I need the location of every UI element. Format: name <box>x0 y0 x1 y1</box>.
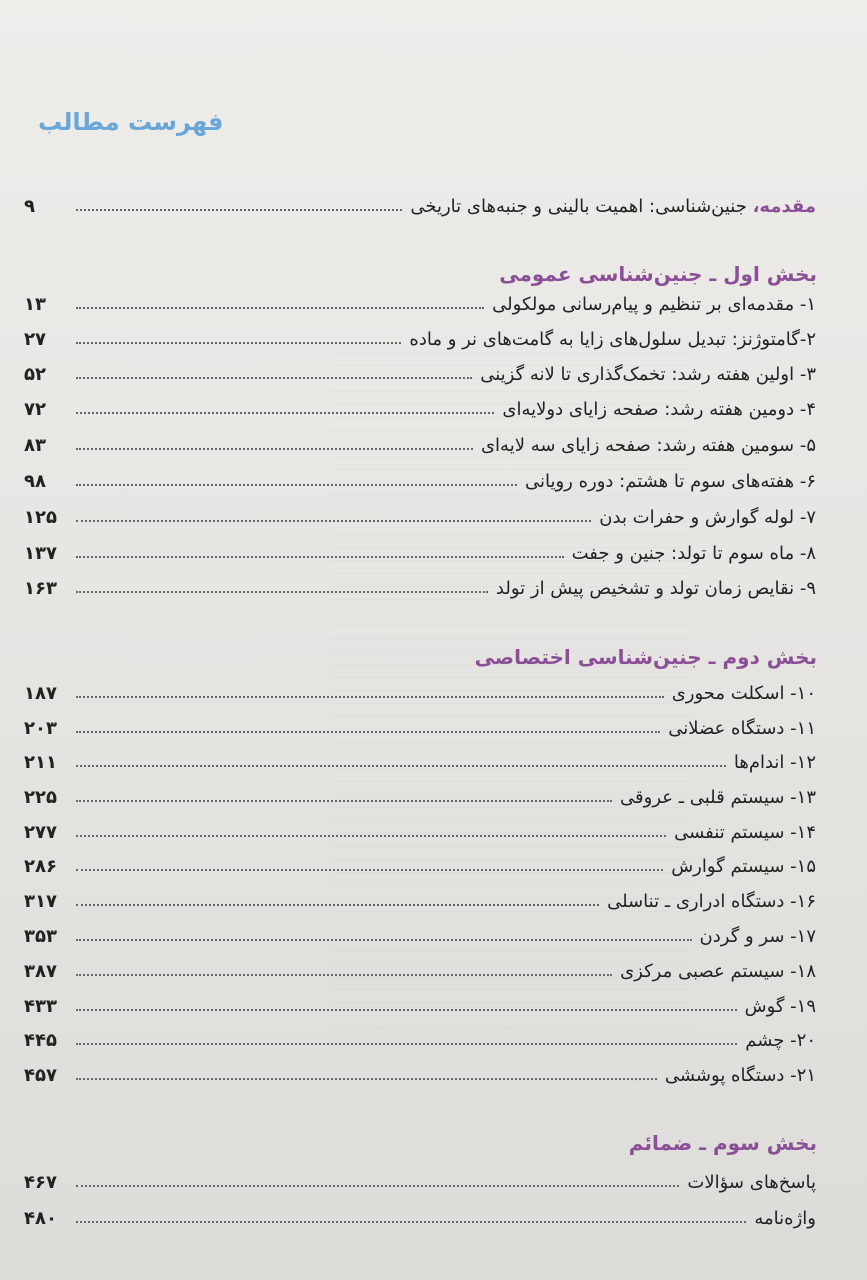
entry-label: ۱۱- دستگاه عضلانی <box>668 718 816 740</box>
entry-label: ۱۷- سر و گردن <box>699 926 816 948</box>
leader-dots <box>76 448 473 450</box>
page-number: ۳۸۷ <box>24 961 57 983</box>
page-number: ۴۶۷ <box>24 1172 57 1194</box>
toc-entry-2-8 <box>24 918 816 948</box>
leader-dots <box>76 342 401 344</box>
entry-label: پاسخ‌های سؤالات <box>687 1172 816 1194</box>
intro-prefix: مقدمه، <box>752 196 816 218</box>
entry-label: ۱۰- اسکلت محوری <box>671 683 816 705</box>
toc-entry-2-7 <box>24 883 816 913</box>
toc-entry-2-2 <box>24 710 816 740</box>
entry-label: ۶- هفته‌های سوم تا هشتم: دوره رویانی <box>524 471 816 493</box>
page-number: ۲۸۶ <box>24 856 57 878</box>
entry-label: ۱۸- سیستم عصبی مرکزی <box>620 961 816 983</box>
page-number: ۹۸ <box>24 471 46 493</box>
page-number: ۱۲۵ <box>24 507 57 529</box>
page-number: ۳۱۷ <box>24 891 57 913</box>
page-number: ۳۵۳ <box>24 926 57 948</box>
page-number: ۲۷ <box>24 329 46 351</box>
toc-entry-1-5 <box>24 427 816 457</box>
entry-label: ۲۰- چشم <box>745 1030 816 1052</box>
page-number: ۱۳۷ <box>24 543 57 565</box>
entry-label: ۱۲- اندام‌ها <box>733 752 816 774</box>
toc-entry-2-11 <box>24 1022 816 1052</box>
intro-entry <box>24 188 816 218</box>
page-number: ۴۴۵ <box>24 1030 57 1052</box>
page-number: ۴۸۰ <box>24 1208 57 1230</box>
entry-label: ۱۴- سیستم تنفسی <box>674 822 816 844</box>
entry-label: ۱۹- گوش <box>744 996 816 1018</box>
leader-dots <box>76 1009 737 1011</box>
page-number: ۴۵۷ <box>24 1065 57 1087</box>
leader-dots <box>76 520 591 522</box>
page-number: ۸۳ <box>24 435 46 457</box>
entry-label: واژه‌نامه <box>754 1208 816 1230</box>
entry-label: ۹- نقایص زمان تولد و تشخیص پیش از تولد <box>495 578 816 600</box>
entry-label: ۳- اولین هفته رشد: تخمک‌گذاری تا لانه گزینی <box>480 364 816 386</box>
section-heading-2: بخش دوم ـ جنین‌شناسی اختصاصی <box>474 645 817 669</box>
page-number: ۹ <box>24 196 35 218</box>
toc-entry-1-4 <box>24 391 816 421</box>
page-number: ۲۲۵ <box>24 787 57 809</box>
page-number: ۵۲ <box>24 364 46 386</box>
entry-label: ۷- لوله گوارش و حفرات بدن <box>599 507 816 529</box>
page-number: ۴۳۳ <box>24 996 57 1018</box>
intro-label <box>410 196 816 218</box>
leader-dots <box>76 696 664 698</box>
leader-dots <box>76 1221 746 1223</box>
leader-dots <box>76 904 599 906</box>
entry-label: ۴- دومین هفته رشد: صفحه زایای دولایه‌ای <box>502 399 816 421</box>
leader-dots <box>76 377 472 379</box>
leader-dots <box>76 800 612 802</box>
intro-text: جنین‌شناسی: اهمیت بالینی و جنبه‌های تاریخی <box>410 196 747 218</box>
toc-entry-2-9 <box>24 953 816 983</box>
leader-dots <box>76 1185 679 1187</box>
toc-entry-1-6 <box>24 463 816 493</box>
leader-dots <box>76 1043 737 1045</box>
toc-entry-3-1 <box>24 1164 816 1194</box>
toc-entry-1-7 <box>24 499 816 529</box>
leader-dots <box>76 974 612 976</box>
page-number: ۲۱۱ <box>24 752 57 774</box>
leader-dots <box>76 731 660 733</box>
page-number: ۱۸۷ <box>24 683 57 705</box>
leader-dots <box>76 556 564 558</box>
leader-dots <box>76 835 666 837</box>
toc-entry-1-2 <box>24 321 816 351</box>
leader-dots <box>76 1078 657 1080</box>
page-number: ۱۳ <box>24 294 46 316</box>
leader-dots <box>76 484 517 486</box>
entry-label: ۸- ماه سوم تا تولد: جنین و جفت <box>571 543 816 565</box>
toc-entry-2-4 <box>24 779 816 809</box>
toc-entry-1-8 <box>24 535 816 565</box>
leader-dots <box>76 939 692 941</box>
page-title: فهرست مطالب <box>38 108 224 136</box>
toc-entry-2-5 <box>24 814 816 844</box>
section-heading-1: بخش اول ـ جنین‌شناسی عمومی <box>499 262 817 286</box>
toc-entry-2-1 <box>24 675 816 705</box>
toc-entry-1-9 <box>24 570 816 600</box>
toc-entry-2-6 <box>24 848 816 878</box>
entry-label: ۱۶- دستگاه ادراری ـ تناسلی <box>607 891 816 913</box>
page-number: ۲۷۷ <box>24 822 57 844</box>
leader-dots <box>76 209 402 211</box>
toc-entry-2-12 <box>24 1057 816 1087</box>
toc-entry-2-10 <box>24 988 816 1018</box>
leader-dots <box>76 412 494 414</box>
entry-label: ۲-گامتوژنز: تبدیل سلول‌های زایا به گامت‌های نر و ماده <box>409 329 816 351</box>
leader-dots <box>76 591 488 593</box>
leader-dots <box>76 307 484 309</box>
entry-label: ۱- مقدمه‌ای بر تنظیم و پیام‌رسانی مولکولی <box>492 294 816 316</box>
toc-entry-2-3 <box>24 744 816 774</box>
entry-label: ۵- سومین هفته رشد: صفحه زایای سه لایه‌ای <box>480 435 816 457</box>
leader-dots <box>76 765 726 767</box>
leader-dots <box>76 869 663 871</box>
entry-label: ۱۵- سیستم گوارش <box>671 856 816 878</box>
page-number: ۲۰۳ <box>24 718 57 740</box>
toc-entry-1-3 <box>24 356 816 386</box>
toc-entry-3-2 <box>24 1200 816 1230</box>
toc-entry-1-1 <box>24 286 816 316</box>
page-number: ۱۶۳ <box>24 578 57 600</box>
entry-label: ۲۱- دستگاه پوششی <box>664 1065 816 1087</box>
page-number: ۷۲ <box>24 399 46 421</box>
entry-label: ۱۳- سیستم قلبی ـ عروقی <box>620 787 816 809</box>
section-heading-3: بخش سوم ـ ضمائم <box>628 1131 817 1155</box>
